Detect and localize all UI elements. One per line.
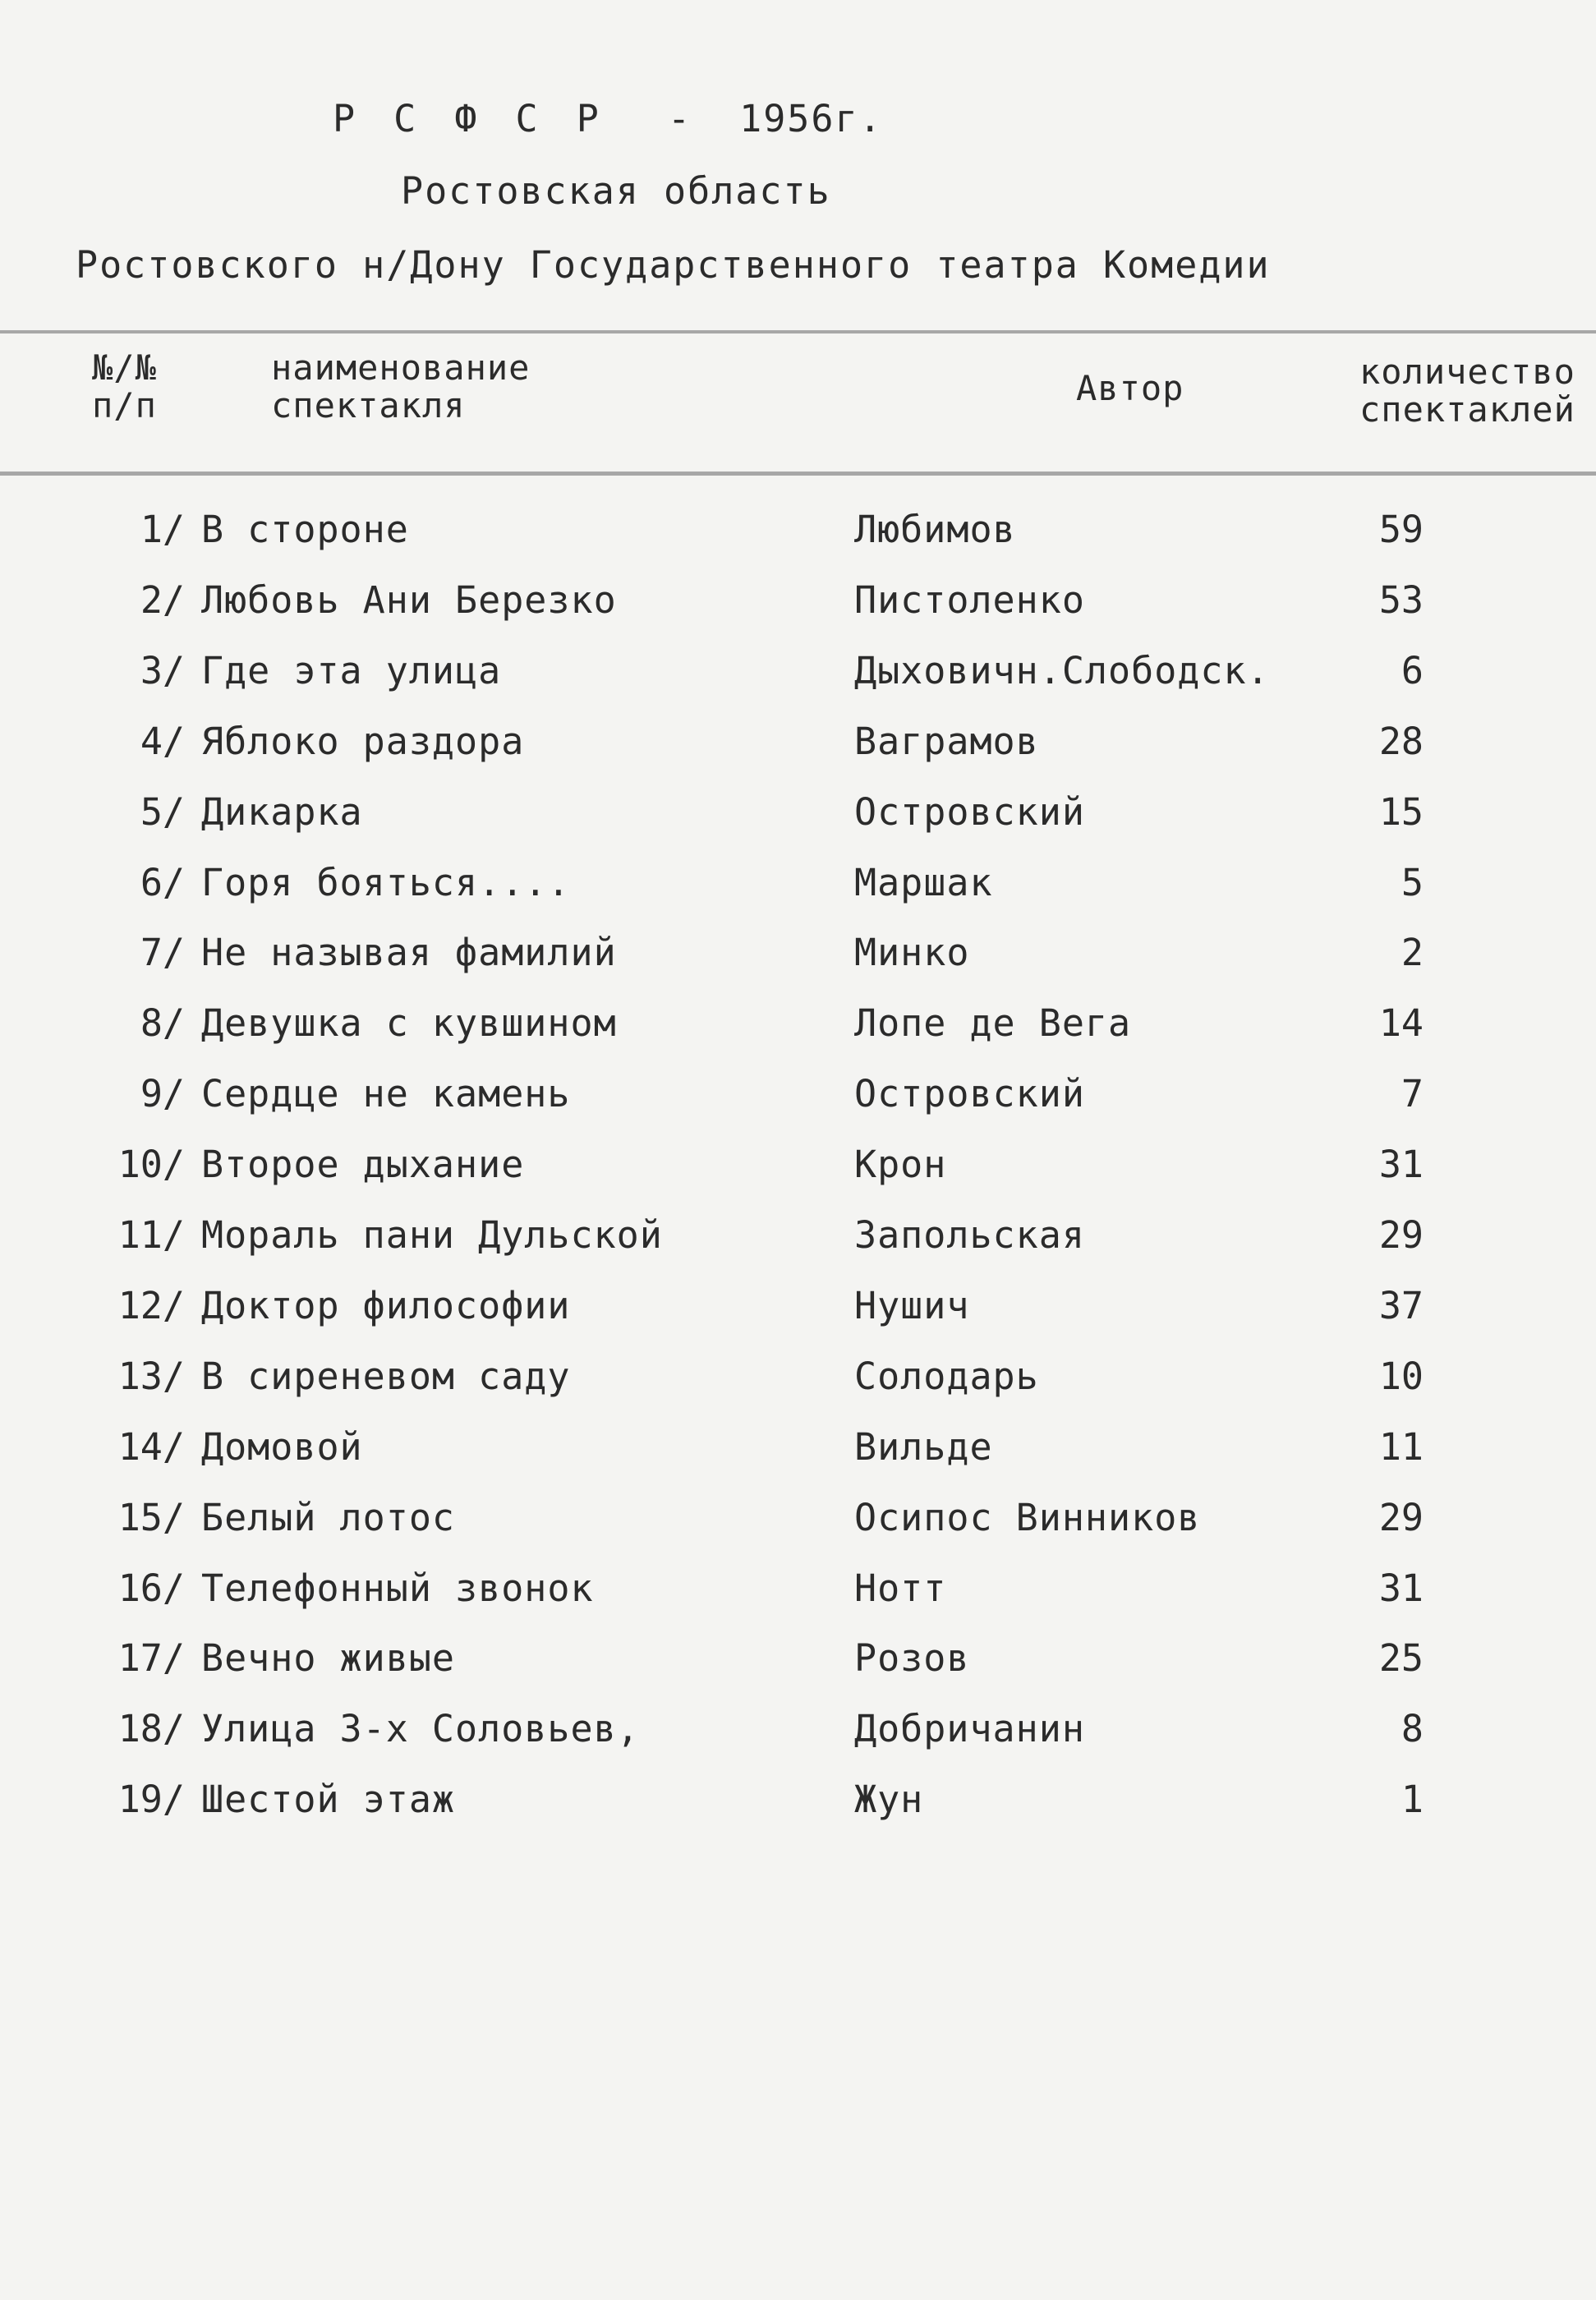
row-number: 10/ [117, 1143, 185, 1186]
row-number: 12/ [117, 1284, 185, 1327]
play-author: Вильде [854, 1425, 993, 1469]
row-number: 4/ [140, 720, 185, 763]
column-header-author: Автор [1076, 368, 1184, 408]
row-number: 11/ [117, 1213, 185, 1257]
header-line-1 [333, 97, 883, 140]
play-author: Дыховичн.Слободск. [854, 649, 1270, 692]
performance-count: 28 [1378, 720, 1424, 763]
play-title: Белый лотос [201, 1496, 456, 1539]
play-author: Нотт [854, 1566, 947, 1610]
table-row [0, 1284, 1596, 1358]
table-row [0, 931, 1596, 1005]
row-number: 6/ [140, 861, 185, 904]
table-row [0, 1566, 1596, 1640]
play-title: Улица 3-х Соловьев, [201, 1707, 640, 1750]
row-number: 2/ [140, 578, 185, 622]
play-author: Солодарь [854, 1355, 1039, 1398]
play-title: Девушка с кувшином [201, 1001, 617, 1045]
row-number: 16/ [117, 1566, 185, 1610]
performance-count: 31 [1378, 1566, 1424, 1610]
play-title: Вечно живые [201, 1636, 456, 1680]
play-title: Горя бояться.... [201, 861, 571, 904]
row-number: 8/ [140, 1001, 185, 1045]
performance-count: 2 [1401, 931, 1424, 974]
table-row [0, 790, 1596, 864]
region-text: Р С Ф С Р - [333, 97, 699, 140]
table-header-rule [0, 472, 1596, 476]
play-author: Ваграмов [854, 720, 1039, 763]
performance-count: 25 [1378, 1636, 1424, 1680]
header-line-3: Ростовского н/Дону Государственного театра Комедии [76, 243, 1271, 287]
play-title: Любовь Ани Березко [201, 578, 617, 622]
row-number: 13/ [117, 1355, 185, 1398]
play-author: Маршак [854, 861, 993, 904]
play-title: Яблоко раздора [201, 720, 525, 763]
row-number: 3/ [140, 649, 185, 692]
row-number: 19/ [117, 1778, 185, 1821]
row-number: 7/ [140, 931, 185, 974]
row-number: 5/ [140, 790, 185, 834]
play-title: Шестой этаж [201, 1778, 456, 1821]
play-author: Любимов [854, 508, 1016, 551]
play-author: Крон [854, 1143, 947, 1186]
play-title: Домовой [201, 1425, 363, 1469]
play-author: Островский [854, 790, 1085, 834]
table-row [0, 578, 1596, 652]
row-number: 1/ [140, 508, 185, 551]
performance-count: 59 [1378, 508, 1424, 551]
play-author: Жун [854, 1778, 924, 1821]
performance-count: 14 [1378, 1001, 1424, 1045]
row-number: 15/ [117, 1496, 185, 1539]
performance-count: 10 [1378, 1355, 1424, 1398]
column-header-count: количество спектаклей [1359, 352, 1575, 430]
play-author: Нушич [854, 1284, 970, 1327]
table-top-rule [0, 330, 1596, 334]
play-author: Лопе де Вега [854, 1001, 1132, 1045]
column-header-number: №/№ п/п [92, 347, 157, 426]
table-row [0, 1425, 1596, 1499]
play-title: В стороне [201, 508, 409, 551]
table-row [0, 1355, 1596, 1428]
table-row [0, 1778, 1596, 1852]
header-line-2: Ростовская область [401, 169, 831, 213]
table-row [0, 720, 1596, 794]
play-title: В сиреневом саду [201, 1355, 571, 1398]
performance-count: 7 [1401, 1072, 1424, 1116]
performance-count: 11 [1378, 1425, 1424, 1469]
performance-count: 29 [1378, 1213, 1424, 1257]
table-row [0, 861, 1596, 935]
performance-count: 37 [1378, 1284, 1424, 1327]
table-row [0, 1636, 1596, 1710]
performance-count: 5 [1401, 861, 1424, 904]
table-row [0, 508, 1596, 582]
table-row [0, 1143, 1596, 1217]
row-number: 17/ [117, 1636, 185, 1680]
play-title: Дикарка [201, 790, 363, 834]
play-author: Добричанин [854, 1707, 1085, 1750]
table-row [0, 1213, 1596, 1287]
performance-count: 6 [1401, 649, 1424, 692]
performance-count: 15 [1378, 790, 1424, 834]
play-title: Не называя фамилий [201, 931, 617, 974]
play-title: Где эта улица [201, 649, 502, 692]
play-title: Мораль пани Дульской [201, 1213, 663, 1257]
column-header-name: наименование спектакля [271, 347, 531, 426]
play-author: Пистоленко [854, 578, 1085, 622]
play-author: Островский [854, 1072, 1085, 1116]
table-row [0, 649, 1596, 723]
performance-count: 1 [1401, 1778, 1424, 1821]
play-author: Минко [854, 931, 970, 974]
table-row [0, 1707, 1596, 1781]
play-title: Телефонный звонок [201, 1566, 594, 1610]
performance-count: 8 [1401, 1707, 1424, 1750]
play-title: Доктор философии [201, 1284, 571, 1327]
table-row [0, 1072, 1596, 1146]
performance-count: 29 [1378, 1496, 1424, 1539]
performance-count: 31 [1378, 1143, 1424, 1186]
table-row [0, 1496, 1596, 1570]
play-author: Осипос Винников [854, 1496, 1201, 1539]
row-number: 9/ [140, 1072, 185, 1116]
table-row [0, 1001, 1596, 1075]
play-title: Второе дыхание [201, 1143, 525, 1186]
row-number: 14/ [117, 1425, 185, 1469]
year-text: 1956г. [739, 97, 883, 140]
performance-count: 53 [1378, 578, 1424, 622]
row-number: 18/ [117, 1707, 185, 1750]
play-author: Запольская [854, 1213, 1085, 1257]
play-author: Розов [854, 1636, 970, 1680]
play-title: Сердце не камень [201, 1072, 571, 1116]
